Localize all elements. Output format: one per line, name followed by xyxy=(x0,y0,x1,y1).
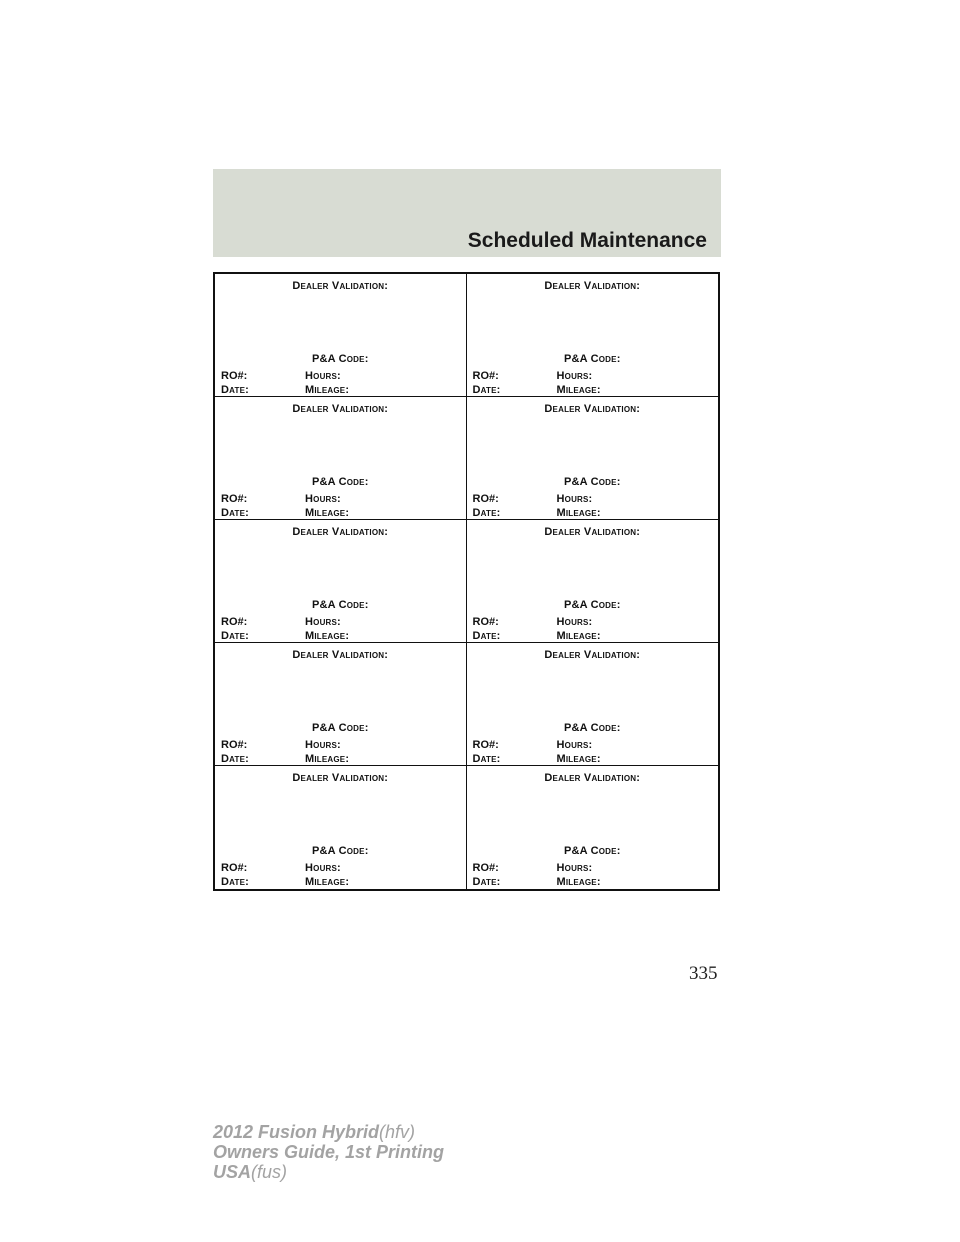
hours-label: Hours: xyxy=(305,493,341,505)
date-label: Date: xyxy=(472,630,501,642)
pa-code-label: P&A Code: xyxy=(311,599,369,611)
hours-label: Hours: xyxy=(305,862,341,874)
dealer-validation-label: Dealer Validation: xyxy=(544,526,641,538)
record-cell xyxy=(215,643,467,766)
record-cell xyxy=(215,274,467,397)
ro-label: RO#: xyxy=(221,493,248,505)
date-label: Date: xyxy=(472,876,501,888)
ro-label: RO#: xyxy=(472,739,499,751)
dealer-validation-label: Dealer Validation: xyxy=(544,280,641,292)
date-label: Date: xyxy=(221,507,250,519)
date-label: Date: xyxy=(221,630,250,642)
mileage-label: Mileage: xyxy=(556,753,601,765)
record-cell xyxy=(467,397,719,520)
dealer-validation-label: Dealer Validation: xyxy=(544,403,641,415)
ro-label: RO#: xyxy=(221,370,248,382)
page-number: 335 xyxy=(689,963,718,984)
date-label: Date: xyxy=(221,876,250,888)
pa-code-label: P&A Code: xyxy=(311,476,369,488)
dealer-validation-label: Dealer Validation: xyxy=(292,772,389,784)
ro-label: RO#: xyxy=(472,862,499,874)
record-cell xyxy=(215,766,467,889)
maintenance-record-grid xyxy=(213,272,720,891)
hours-label: Hours: xyxy=(556,493,593,505)
hours-label: Hours: xyxy=(556,370,593,382)
dealer-validation-label: Dealer Validation: xyxy=(292,280,389,292)
date-label: Date: xyxy=(221,384,250,396)
hours-label: Hours: xyxy=(556,739,593,751)
date-label: Date: xyxy=(472,507,501,519)
hours-label: Hours: xyxy=(305,616,341,628)
pa-code-label: P&A Code: xyxy=(563,353,621,365)
record-cell xyxy=(215,397,467,520)
hours-label: Hours: xyxy=(556,616,593,628)
record-cell xyxy=(467,643,719,766)
footer-model-code: (hfv) xyxy=(379,1122,416,1142)
mileage-label: Mileage: xyxy=(305,507,350,519)
section-title: Scheduled Maintenance xyxy=(467,229,707,252)
footer-imprint xyxy=(213,1122,444,1182)
mileage-label: Mileage: xyxy=(305,753,350,765)
mileage-label: Mileage: xyxy=(556,507,601,519)
mileage-label: Mileage: xyxy=(556,384,601,396)
hours-label: Hours: xyxy=(556,862,593,874)
dealer-validation-label: Dealer Validation: xyxy=(544,772,641,784)
pa-code-label: P&A Code: xyxy=(311,353,369,365)
footer-model: 2012 Fusion Hybrid xyxy=(213,1122,380,1142)
dealer-validation-label: Dealer Validation: xyxy=(292,649,389,661)
ro-label: RO#: xyxy=(472,493,499,505)
mileage-label: Mileage: xyxy=(305,630,350,642)
dealer-validation-label: Dealer Validation: xyxy=(292,403,389,415)
ro-label: RO#: xyxy=(221,739,248,751)
section-header xyxy=(213,169,721,257)
ro-label: RO#: xyxy=(472,370,499,382)
ro-label: RO#: xyxy=(221,616,248,628)
footer-market-code: (fus) xyxy=(251,1162,288,1182)
hours-label: Hours: xyxy=(305,739,341,751)
footer-line-2: Owners Guide, 1st Printing xyxy=(213,1142,445,1162)
date-label: Date: xyxy=(472,384,501,396)
record-cell xyxy=(467,520,719,643)
pa-code-label: P&A Code: xyxy=(563,476,621,488)
record-cell xyxy=(215,520,467,643)
ro-label: RO#: xyxy=(221,862,248,874)
mileage-label: Mileage: xyxy=(556,630,601,642)
footer-line-3 xyxy=(213,1162,444,1182)
mileage-label: Mileage: xyxy=(556,876,601,888)
pa-code-label: P&A Code: xyxy=(563,845,621,857)
date-label: Date: xyxy=(221,753,250,765)
date-label: Date: xyxy=(472,753,501,765)
dealer-validation-label: Dealer Validation: xyxy=(292,526,389,538)
pa-code-label: P&A Code: xyxy=(563,722,621,734)
dealer-validation-label: Dealer Validation: xyxy=(544,649,641,661)
pa-code-label: P&A Code: xyxy=(311,845,369,857)
footer-market: USA xyxy=(213,1162,252,1182)
footer-line-1 xyxy=(213,1122,444,1142)
pa-code-label: P&A Code: xyxy=(311,722,369,734)
ro-label: RO#: xyxy=(472,616,499,628)
pa-code-label: P&A Code: xyxy=(563,599,621,611)
record-cell xyxy=(467,766,719,889)
mileage-label: Mileage: xyxy=(305,876,350,888)
record-cell xyxy=(467,274,719,397)
hours-label: Hours: xyxy=(305,370,341,382)
mileage-label: Mileage: xyxy=(305,384,350,396)
